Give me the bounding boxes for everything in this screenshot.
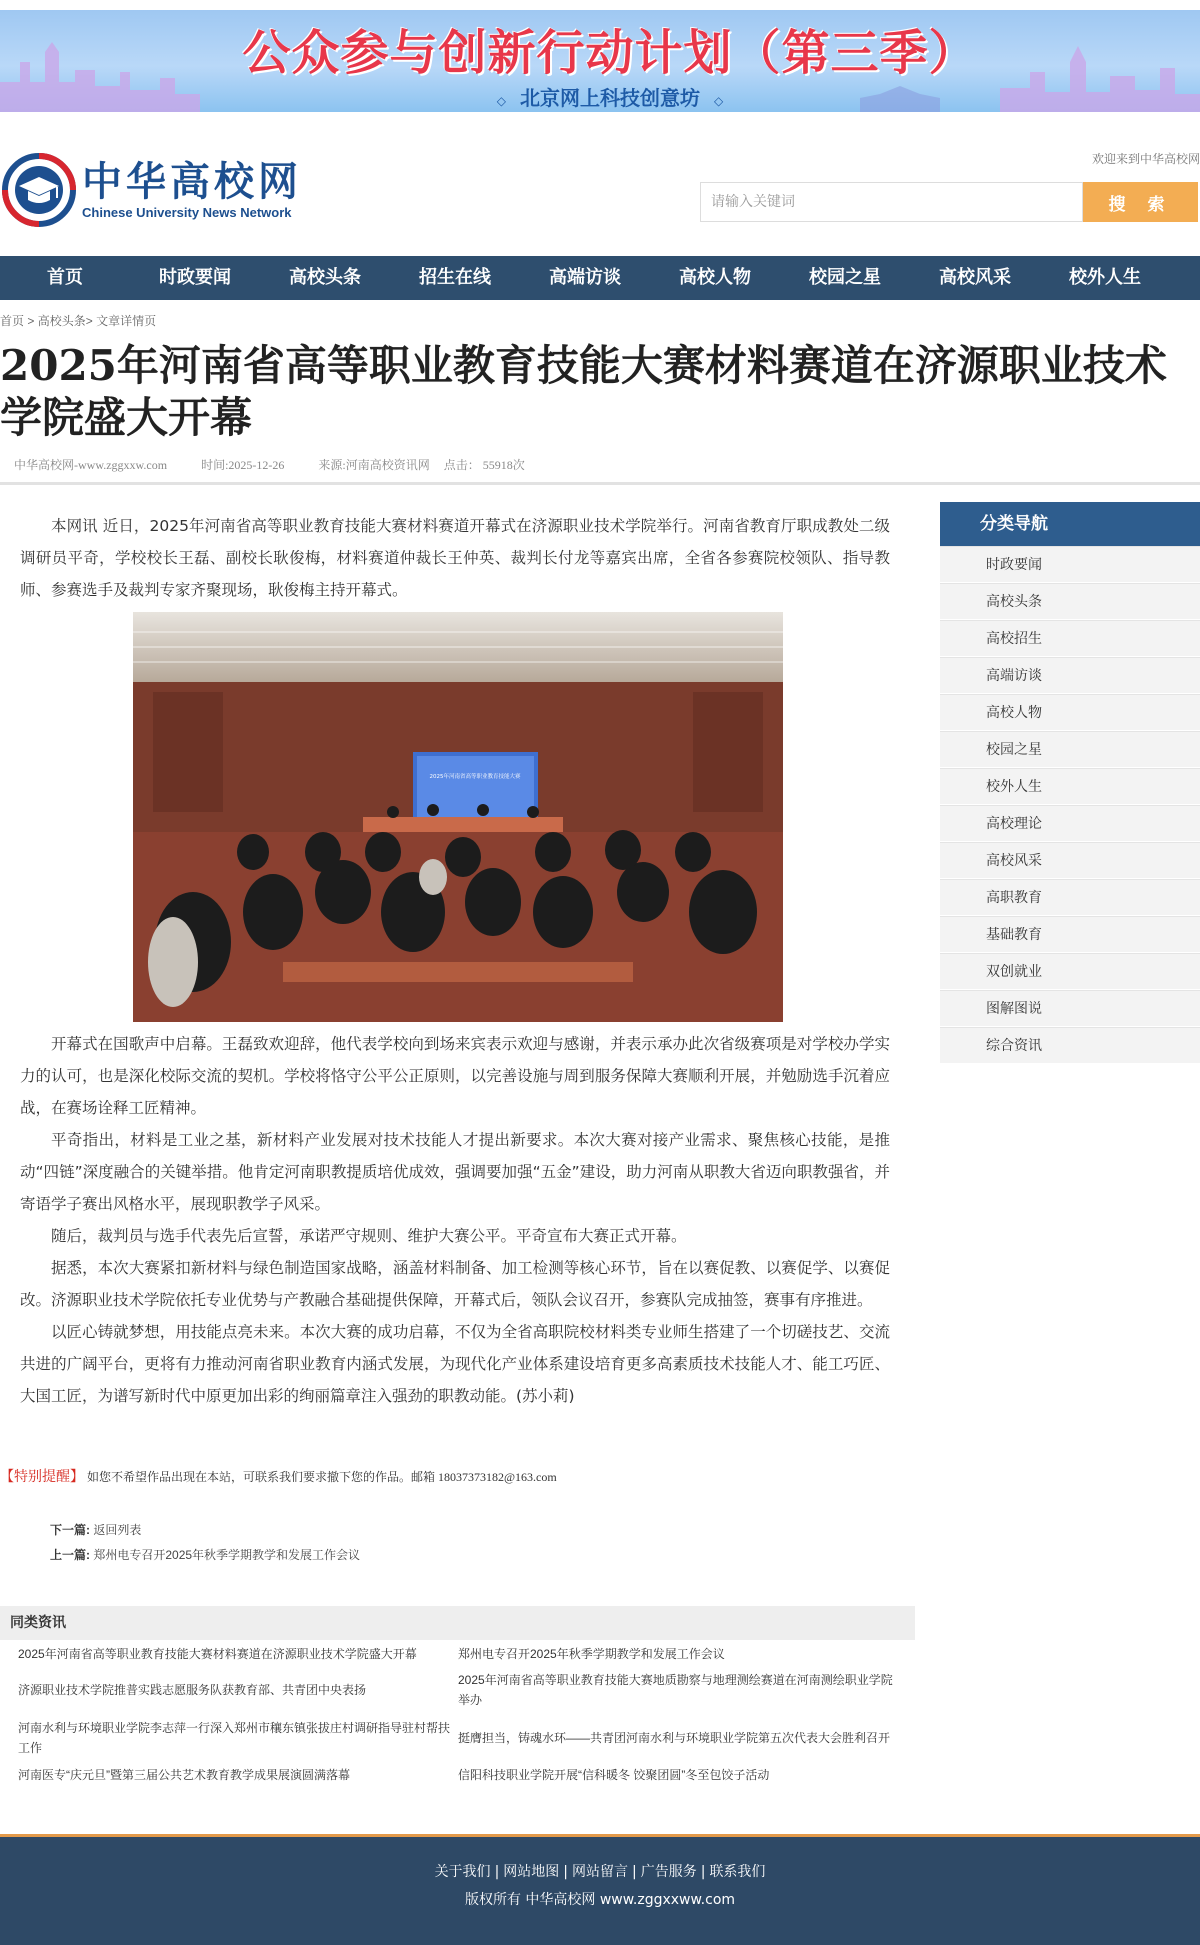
sidebar-item[interactable]: 高校风采 bbox=[940, 842, 1200, 879]
banner-title: 公众参与创新行动计划（第三季） bbox=[242, 25, 978, 81]
related-link[interactable]: 济源职业技术学院推普实践志愿服务队获教育部、共青团中央表扬 bbox=[18, 1683, 367, 1697]
nav-item-home[interactable]: 首页 bbox=[47, 267, 83, 288]
divider bbox=[0, 482, 1200, 485]
article-title: 2025年河南省高等职业教育技能大赛材料赛道在济源职业技术学院盛大开幕 bbox=[0, 341, 1167, 442]
footer-link-contact[interactable]: 联系我们 bbox=[709, 1864, 766, 1880]
breadcrumb-home[interactable]: 首页 bbox=[0, 314, 25, 328]
sidebar-item[interactable]: 基础教育 bbox=[940, 916, 1200, 953]
related-link[interactable]: 2025年河南省高等职业教育技能大赛地质勘察与地理测绘赛道在河南测绘职业学院举办 bbox=[458, 1673, 893, 1707]
prev-label: 上一篇: bbox=[50, 1548, 90, 1562]
diamond-icon: ◇ bbox=[714, 94, 724, 108]
related-row bbox=[18, 1642, 898, 1666]
related-row bbox=[18, 1762, 898, 1788]
site-logo[interactable] bbox=[2, 150, 322, 230]
next-article-link[interactable]: 返回列表 bbox=[93, 1523, 142, 1537]
article-paragraph: 开幕式在国歌声中启幕。王磊致欢迎辞，他代表学校向到场来宾表示欢迎与感谢，并表示承办此次省级赛项是对学校办学实力的认可，也是深化校际交流的契机。学校将恪守公平公正原则，以完善设施与周到服务保障大赛顺利开展，并勉励选手沉着应战，在赛场诠释工匠精神。 bbox=[20, 1035, 890, 1117]
site-footer bbox=[0, 1834, 1200, 1945]
sidebar-item[interactable]: 时政要闻 bbox=[940, 546, 1200, 583]
breadcrumb-section[interactable]: 高校头条 bbox=[37, 314, 86, 328]
logo-text-cn: 中华高校网 bbox=[82, 158, 302, 205]
sidebar-item[interactable]: 高端访谈 bbox=[940, 657, 1200, 694]
meta-site: 中华高校网-www.zggxxw.com bbox=[14, 458, 168, 472]
nav-item-admissions[interactable]: 招生在线 bbox=[419, 267, 491, 288]
banner-subtitle bbox=[380, 82, 840, 111]
footer-separator: | bbox=[563, 1864, 568, 1880]
sidebar-item[interactable]: 高校头条 bbox=[940, 583, 1200, 620]
search-button[interactable]: 搜 索 bbox=[1083, 182, 1198, 222]
prev-article-link[interactable]: 郑州电专召开2025年秋季学期教学和发展工作会议 bbox=[93, 1548, 361, 1562]
meta-source: 来源:河南高校资讯网 bbox=[318, 458, 430, 472]
footer-link-sitemap[interactable]: 网站地图 bbox=[503, 1864, 560, 1880]
conference-photo bbox=[133, 612, 783, 1022]
breadcrumb-current: 文章详情页 bbox=[96, 314, 157, 328]
next-article bbox=[50, 1518, 360, 1543]
nav-item-style[interactable]: 高校风采 bbox=[939, 267, 1011, 288]
notice-text: 如您不希望作品出现在本站，可联系我们要求撤下您的作品。邮箱 18037373182@163.com bbox=[87, 1470, 557, 1484]
footer-links bbox=[0, 1861, 1200, 1881]
prev-article bbox=[50, 1543, 360, 1568]
article-pager bbox=[50, 1518, 360, 1568]
breadcrumb bbox=[0, 312, 156, 329]
nav-item-off-campus[interactable]: 校外人生 bbox=[1069, 267, 1141, 288]
related-list bbox=[18, 1642, 898, 1788]
article-paragraph: 本网讯 近日，2025年河南省高等职业教育技能大赛材料赛道开幕式在济源职业技术学院举行。河南省教育厅职成教处二级调研员平奇，学校校长王磊、副校长耿俊梅，材料赛道仲裁长王仲英、裁判长付龙等嘉宾出席，全省各参赛院校领队、指导教师、参赛选手及裁判专家齐聚现场，耿俊梅主持开幕式。 bbox=[20, 517, 890, 599]
breadcrumb-separator: > bbox=[85, 314, 97, 328]
sidebar-item[interactable]: 高校理论 bbox=[940, 805, 1200, 842]
promo-banner[interactable] bbox=[0, 10, 1200, 112]
footer-copyright: 版权所有 中华高校网 www.zggxxww.com bbox=[464, 1892, 736, 1908]
sidebar-heading: 分类导航 bbox=[940, 502, 1200, 546]
article-paragraph: 平奇指出，材料是工业之基，新材料产业发展对技术技能人才提出新要求。本次大赛对接产业需求、聚焦核心技能，是推动“四链”深度融合的关键举措。他肯定河南职教提质培优成效，强调要加强“五金”建设，助力河南从职教大省迈向职教强省，并寄语学子赛出风格水平，展现职教学子风采。 bbox=[20, 1131, 890, 1213]
article-meta bbox=[14, 456, 559, 473]
related-link[interactable]: 河南医专“庆元旦”暨第三届公共艺术教育教学成果展演圆满落幕 bbox=[18, 1768, 350, 1782]
footer-link-message[interactable]: 网站留言 bbox=[572, 1864, 628, 1880]
search-input[interactable] bbox=[700, 182, 1083, 222]
welcome-text: 欢迎来到中华高校网 bbox=[1091, 152, 1200, 166]
related-link[interactable]: 挺膺担当，铸魂水环——共青团河南水利与环境职业学院第五次代表大会胜利召开 bbox=[458, 1731, 891, 1745]
related-row bbox=[18, 1666, 898, 1714]
category-sidebar bbox=[940, 502, 1200, 1064]
footer-separator: | bbox=[700, 1864, 706, 1880]
logo-text-en: Chinese University News Network bbox=[82, 205, 292, 220]
related-link[interactable]: 河南水利与环境职业学院李志萍一行深入郑州市穰东镇张拔庄村调研指导驻村帮扶工作 bbox=[18, 1721, 451, 1755]
nav-item-people[interactable]: 高校人物 bbox=[679, 267, 751, 288]
article-paragraph: 随后，裁判员与选手代表先后宣誓，承诺严守规则、维护大赛公平。平奇宣布大赛正式开幕。 bbox=[51, 1227, 687, 1245]
sidebar-item[interactable]: 校外人生 bbox=[940, 768, 1200, 805]
footer-separator: | bbox=[632, 1864, 637, 1880]
sidebar-item[interactable]: 高校招生 bbox=[940, 620, 1200, 657]
nav-item-campus-stars[interactable]: 校园之星 bbox=[809, 267, 881, 288]
footer-link-ads[interactable]: 广告服务 bbox=[640, 1864, 697, 1880]
notice-tag: 【特别提醒】 bbox=[0, 1469, 84, 1485]
article-paragraph: 据悉，本次大赛紧扣新材料与绿色制造国家战略，涵盖材料制备、加工检测等核心环节，旨在以赛促教、以赛促学、以赛促改。济源职业技术学院依托专业优势与产教融合基础提供保障，开幕式后，领队会议召开，参赛队完成抽签，赛事有序推进。 bbox=[20, 1259, 890, 1309]
footer-link-about[interactable]: 关于我们 bbox=[434, 1864, 491, 1880]
sidebar-item[interactable]: 双创就业 bbox=[940, 953, 1200, 990]
related-heading: 同类资讯 bbox=[0, 1606, 915, 1640]
related-link[interactable]: 郑州电专召开2025年秋季学期教学和发展工作会议 bbox=[458, 1647, 725, 1661]
next-label: 下一篇: bbox=[50, 1523, 90, 1537]
sidebar-item[interactable]: 校园之星 bbox=[940, 731, 1200, 768]
main-nav bbox=[0, 256, 1200, 300]
screen-caption: 2025年河南省高等职业教育技能大赛 bbox=[429, 774, 521, 780]
meta-views: 点击： 55918次 bbox=[443, 458, 525, 472]
breadcrumb-separator: > bbox=[24, 314, 38, 328]
sidebar-item[interactable]: 综合资讯 bbox=[940, 1027, 1200, 1064]
copyright-notice bbox=[0, 1466, 557, 1486]
sidebar-item[interactable]: 图解图说 bbox=[940, 990, 1200, 1027]
nav-item-politics[interactable]: 时政要闻 bbox=[159, 267, 231, 288]
article-paragraph: 以匠心铸就梦想，用技能点亮未来。本次大赛的成功启幕，不仅为全省高职院校材料类专业师生搭建了一个切磋技艺、交流共进的广阔平台，更将有力推动河南省职业教育内涵式发展，为现代化产业体系建设培育更多高素质技术技能人才、能工巧匠、大国工匠，为谱写新时代中原更加出彩的绚丽篇章注入强劲的职教动能。(苏小莉) bbox=[20, 1323, 890, 1405]
related-row bbox=[18, 1714, 898, 1762]
related-link[interactable]: 信阳科技职业学院开展“信科暖冬 饺聚团圆”冬至包饺子活动 bbox=[458, 1768, 770, 1782]
sidebar-item[interactable]: 高校人物 bbox=[940, 694, 1200, 731]
graduation-cap-logo-icon bbox=[2, 153, 76, 227]
article-body bbox=[20, 510, 890, 1412]
meta-time: 时间:2025-12-26 bbox=[201, 458, 285, 472]
footer-separator: | bbox=[494, 1864, 500, 1880]
sidebar-item[interactable]: 高职教育 bbox=[940, 879, 1200, 916]
banner-subtitle-text: 北京网上科技创意坊 bbox=[520, 86, 700, 110]
diamond-icon: ◇ bbox=[496, 94, 506, 108]
nav-item-headlines[interactable]: 高校头条 bbox=[289, 267, 361, 288]
related-link[interactable]: 2025年河南省高等职业教育技能大赛材料赛道在济源职业技术学院盛大开幕 bbox=[18, 1647, 417, 1661]
nav-item-interviews[interactable]: 高端访谈 bbox=[549, 267, 621, 288]
